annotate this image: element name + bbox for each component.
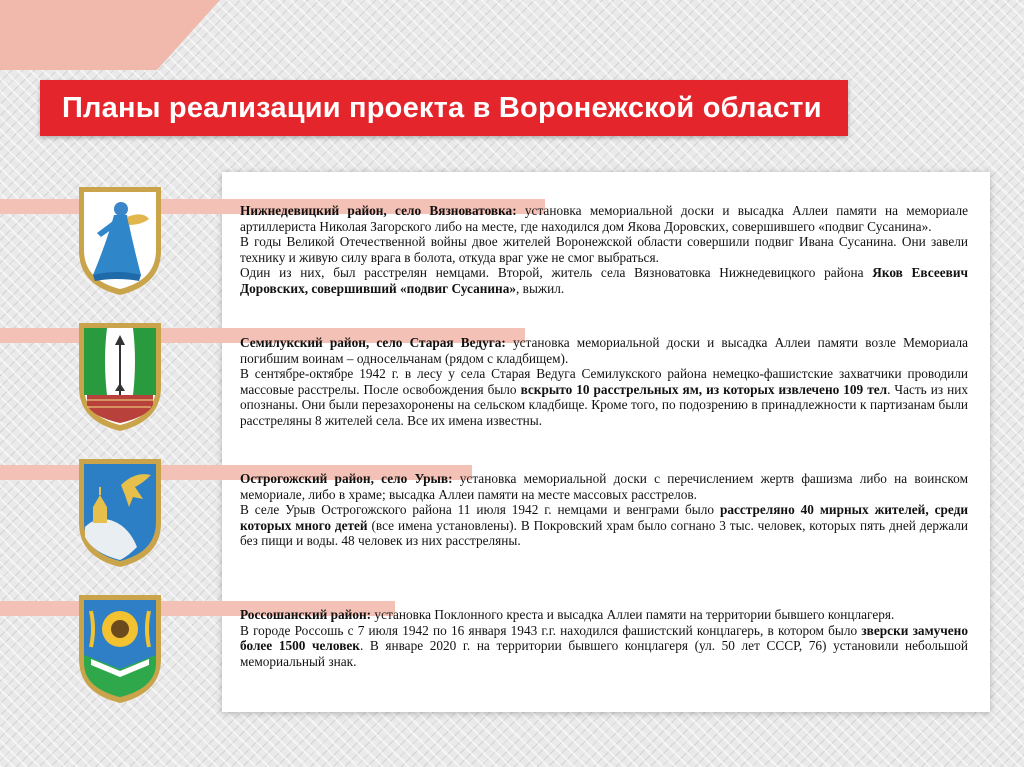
corner-decor-stripe <box>0 0 220 70</box>
rossosh-coat-of-arms-icon <box>77 593 163 705</box>
semiluki-coat-of-arms-icon <box>77 321 163 433</box>
section-heading: Россошанский район: <box>240 607 372 622</box>
section-text: В городе Россошь с 7 июля 1942 по 16 января 1943 г.г. находился фашистский концлагерь, в котором было <box>240 622 862 638</box>
section-highlight: зверски замучено более 1500 человек <box>240 622 968 654</box>
section-lead: установка мемориальной доски и высадка Аллеи памяти на мемориале артиллериста Николая Загорского либо на месте, где находился дом Якова Доровских, совершившего «подвиг Сусанина». <box>240 203 968 234</box>
section-highlight: вскрыто 10 расстрельных ям, из которых извлечено 109 тел <box>520 381 888 397</box>
section-text: (все имена установлены). В Покровский храм было согнано 3 тыс. человек, которых пять дней держали без пищи и воды. 48 человек из них расстреляны. <box>240 517 969 549</box>
section-ostrogozhsk <box>240 471 968 549</box>
section-highlight: расстреляно 40 мирных жителей, среди которых много детей <box>240 502 968 533</box>
section-heading: Семилукский район, село Старая Ведуга: <box>240 335 506 350</box>
section-text: , выжил. <box>516 280 565 296</box>
section-rossosh <box>240 607 968 669</box>
section-lead: установка мемориальной доски и высадка Аллеи памяти возле Мемориала погибшим воинам – односельчанам (рядом с кладбищем). <box>240 335 968 366</box>
section-text: В сентябре-октябре 1942 г. в лесу у села Старая Ведуга Семилукского района немецко-фашистские захватчики проводили массовые расстрелы. После освобождения было <box>240 366 968 397</box>
section-text: . В январе 2020 г. на территории бывшего концлагеря (ул. 50 лет СССР, 76) установили небольшой мемориальный знак. <box>240 638 968 669</box>
section-text: Один из них, был расстрелян немцами. Второй, житель села Вязноватовка Нижнедевицкого района <box>240 265 873 281</box>
page-title: Планы реализации проекта в Воронежской области <box>62 92 822 124</box>
section-paragraph: В годы Великой Отечественной войны двое жителей Воронежской области совершили подвиг Ивана Сусанина. Они завели технику и живую силу врага в болота, откуда враг уже не смог выбраться. <box>240 234 968 265</box>
section-highlight: Яков Евсеевич Доровских, совершивший «подвиг Сусанина» <box>240 265 968 296</box>
section-heading: Острогожский район, село Урыв: <box>240 471 453 486</box>
section-heading: Нижнедевицкий район, село Вязноватовка: <box>240 203 517 218</box>
section-nizhnedevitsk <box>240 203 968 297</box>
ostrogozhsk-coat-of-arms-icon <box>77 457 163 569</box>
section-lead: установка мемориальной доски с перечислением жертв фашизма либо на воинском мемориале, либо в храме; высадка Аллеи памяти на месте массовых расстрелов. <box>240 471 968 502</box>
section-text: В селе Урыв Острогожского района 11 июля 1942 г. немцами и венграми было <box>240 502 720 518</box>
section-lead: установка Поклонного креста и высадка Аллеи памяти на территории бывшего концлагеря. <box>371 607 895 622</box>
nizhnedevitsk-coat-of-arms-icon <box>77 185 163 297</box>
section-semiluki <box>240 335 968 429</box>
title-banner <box>40 80 848 136</box>
section-text: . Часть из них опознаны. Они были перезахоронены на сельском кладбище. Кроме того, по подозрению в принадлежности к партизанам были расстреляны 8 жителей села. Все их имена известны. <box>240 381 968 428</box>
